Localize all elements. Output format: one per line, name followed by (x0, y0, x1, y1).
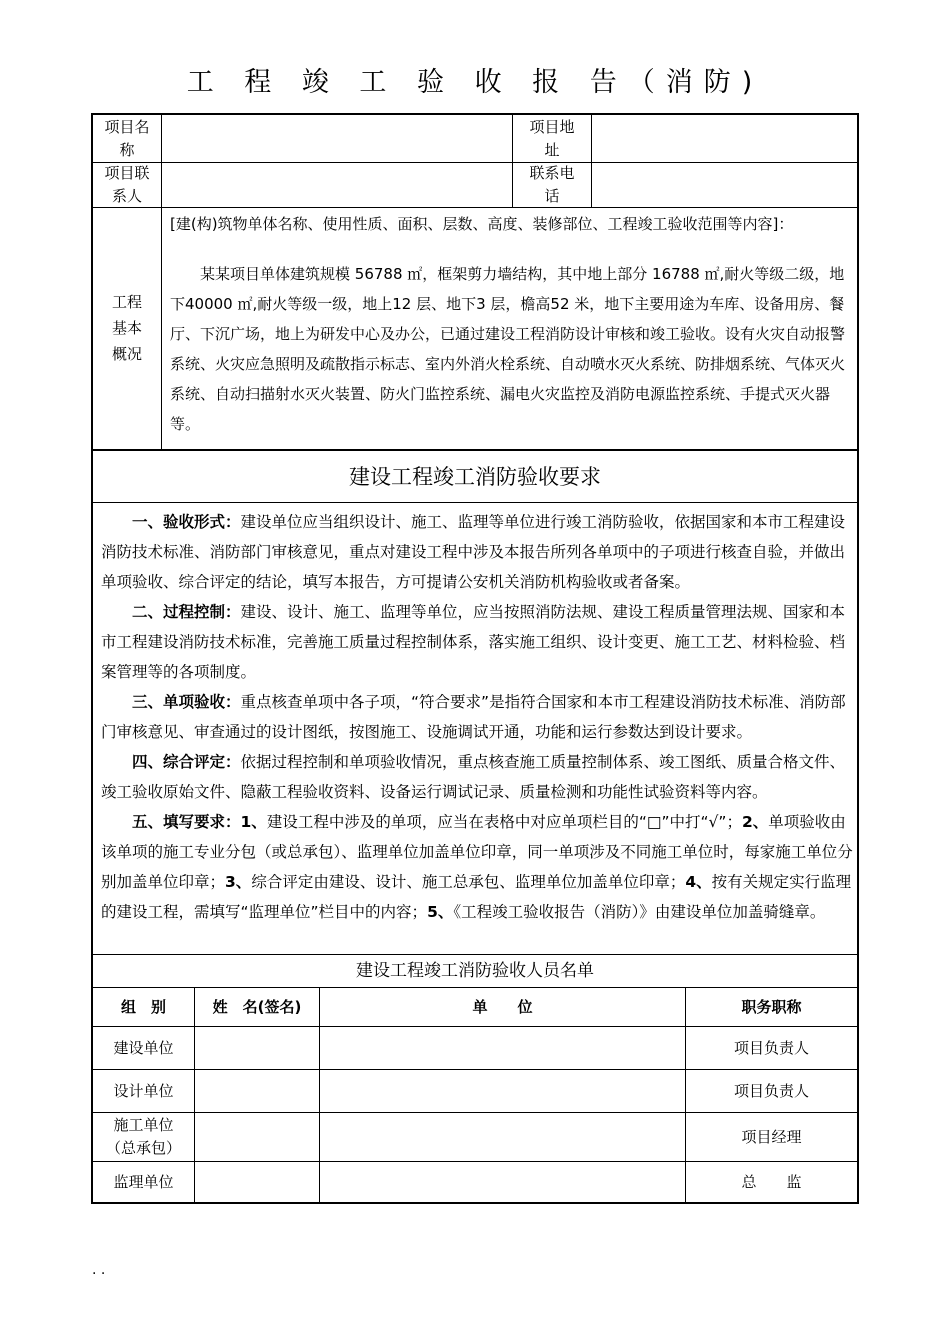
project-name-label: 项目名称 (104, 117, 150, 159)
grid-line (93, 1161, 857, 1162)
row-group-design: 设计单位 (113, 1081, 174, 1100)
grid-line (93, 1069, 857, 1070)
project-address-field[interactable] (592, 115, 858, 162)
overview-content (162, 211, 858, 447)
requirements-body (93, 507, 857, 954)
project-address-label: 项目地址 (529, 117, 575, 159)
grid-line (512, 115, 513, 207)
grid-line (194, 987, 195, 1202)
column-header-name: 姓 名(签名) (212, 997, 302, 1016)
row-name-contractor[interactable] (195, 1113, 319, 1161)
grid-line (93, 207, 857, 208)
row-title-supervision: 总 监 (741, 1172, 802, 1191)
grid-line (93, 502, 857, 503)
column-header-unit: 单 位 (472, 997, 533, 1016)
row-unit-supervision[interactable] (320, 1162, 685, 1202)
project-name-field[interactable] (162, 115, 512, 162)
overview-label: 工程基本概况 (111, 293, 142, 363)
grid-line (93, 1112, 857, 1113)
grid-line (93, 987, 857, 988)
personnel-heading: 建设工程竣工消防验收人员名单 (356, 960, 594, 981)
grid-line (93, 954, 857, 955)
contact-person-label: 项目联系人 (104, 164, 150, 205)
grid-line (161, 115, 162, 449)
row-name-design[interactable] (195, 1070, 319, 1112)
row-group-contractor: 施工单位（总承包） (105, 1116, 181, 1157)
requirement-item: 一、验收形式：建设单位应当组织设计、施工、监理等单位进行竣工消防验收，依据国家和本市工程建设消防技术标准、消防部门审核意见，重点对建设工程中涉及本报告所列各单项中的子项进行核查自验，并做出单项验收、综合评定的结论，填写本报告，方可提请公安机关消防机构验收或者备案。 (101, 513, 846, 591)
grid-line (93, 1026, 857, 1027)
requirement-item: 三、单项验收：重点核查单项中各子项，“符合要求”是指符合国家和本市工程建设消防技术标准、消防部门审核意见、审查通过的设计图纸，按图施工、设施调试开通，功能和运行参数达到设计要求。 (101, 693, 846, 741)
row-group-construction: 建设单位 (113, 1038, 174, 1057)
grid-line (93, 449, 857, 451)
overview-header: [建(构)筑物单体名称、使用性质、面积、层数、高度、装修部位、工程竣工验收范围等内容]： (170, 215, 794, 233)
contact-person-field[interactable] (162, 163, 512, 207)
grid-line (591, 115, 592, 207)
requirements-heading: 建设工程竣工消防验收要求 (349, 464, 601, 489)
row-unit-design[interactable] (320, 1070, 685, 1112)
requirement-item-fill-rules: 五、填写要求：1、建设工程中涉及的单项，应当在表格中对应单项栏目的“□”中打“√”；2、单项验收由该单项的施工专业分包（或总承包）、监理单位加盖单位印章，同一单项涉及不同施工单位时，每家施工单位分别加盖单位印章；3、综合评定由建设、设计、施工总承包、监理单位加盖单位印章；4、按有关规定实行监理的建设工程，需填写“监理单位”栏目中的内容；5、《工程竣工验收报告（消防）》由建设单位加盖骑缝章。 (101, 813, 853, 921)
grid-line (685, 987, 686, 1202)
column-header-group: 组 别 (120, 997, 166, 1016)
row-title-contractor: 项目经理 (741, 1127, 802, 1146)
row-unit-contractor[interactable] (320, 1113, 685, 1161)
overview-text: 某某项目单体建筑规模 56788 ㎡，框架剪力墙结构，其中地上部分 16788 ㎡,耐火等级二级，地下40000 ㎡,耐火等级一级，地上12 层、地下3 层，檐高52 米，地下主要用途为车库、设备用房、餐厅、下沉广场，地上为研发中心及办公，已通过建设工程消防设计审核和竣工验收。设有火灾自动报警系统、火灾应急照明及疏散指示标志、室内外消火栓系统、自动喷水灭火系统、防排烟系统、气体灭火系统、自动扫描射水灭火装置、防火门监控系统、漏电火灾监控及消防电源监控系统、手提式灭火器等。 (170, 265, 846, 433)
report-form (91, 113, 859, 1204)
footer-marks: . . (92, 1262, 106, 1278)
row-unit-construction[interactable] (320, 1027, 685, 1069)
document-title: 工 程 竣 工 验 收 报 告（消防) (186, 67, 764, 98)
row-group-supervision: 监理单位 (113, 1172, 174, 1191)
column-header-title: 职务职称 (741, 997, 802, 1016)
contact-phone-label: 联系电话 (529, 164, 575, 205)
contact-phone-field[interactable] (592, 163, 858, 207)
requirement-item: 二、过程控制：建设、设计、施工、监理等单位，应当按照消防法规、建设工程质量管理法规、国家和本市工程建设消防技术标准，完善施工质量过程控制体系，落实施工组织、设计变更、施工工艺、材料检验、档案管理等的各项制度。 (101, 603, 846, 681)
row-name-construction[interactable] (195, 1027, 319, 1069)
requirement-item: 四、综合评定：依据过程控制和单项验收情况，重点核查施工质量控制体系、竣工图纸、质量合格文件、竣工验收原始文件、隐蔽工程验收资料、设备运行调试记录、质量检测和功能性试验资料等内容。 (101, 753, 846, 801)
grid-line (93, 162, 857, 163)
row-title-construction: 项目负责人 (733, 1038, 809, 1057)
grid-line (319, 987, 320, 1202)
row-name-supervision[interactable] (195, 1162, 319, 1202)
row-title-design: 项目负责人 (733, 1081, 809, 1100)
